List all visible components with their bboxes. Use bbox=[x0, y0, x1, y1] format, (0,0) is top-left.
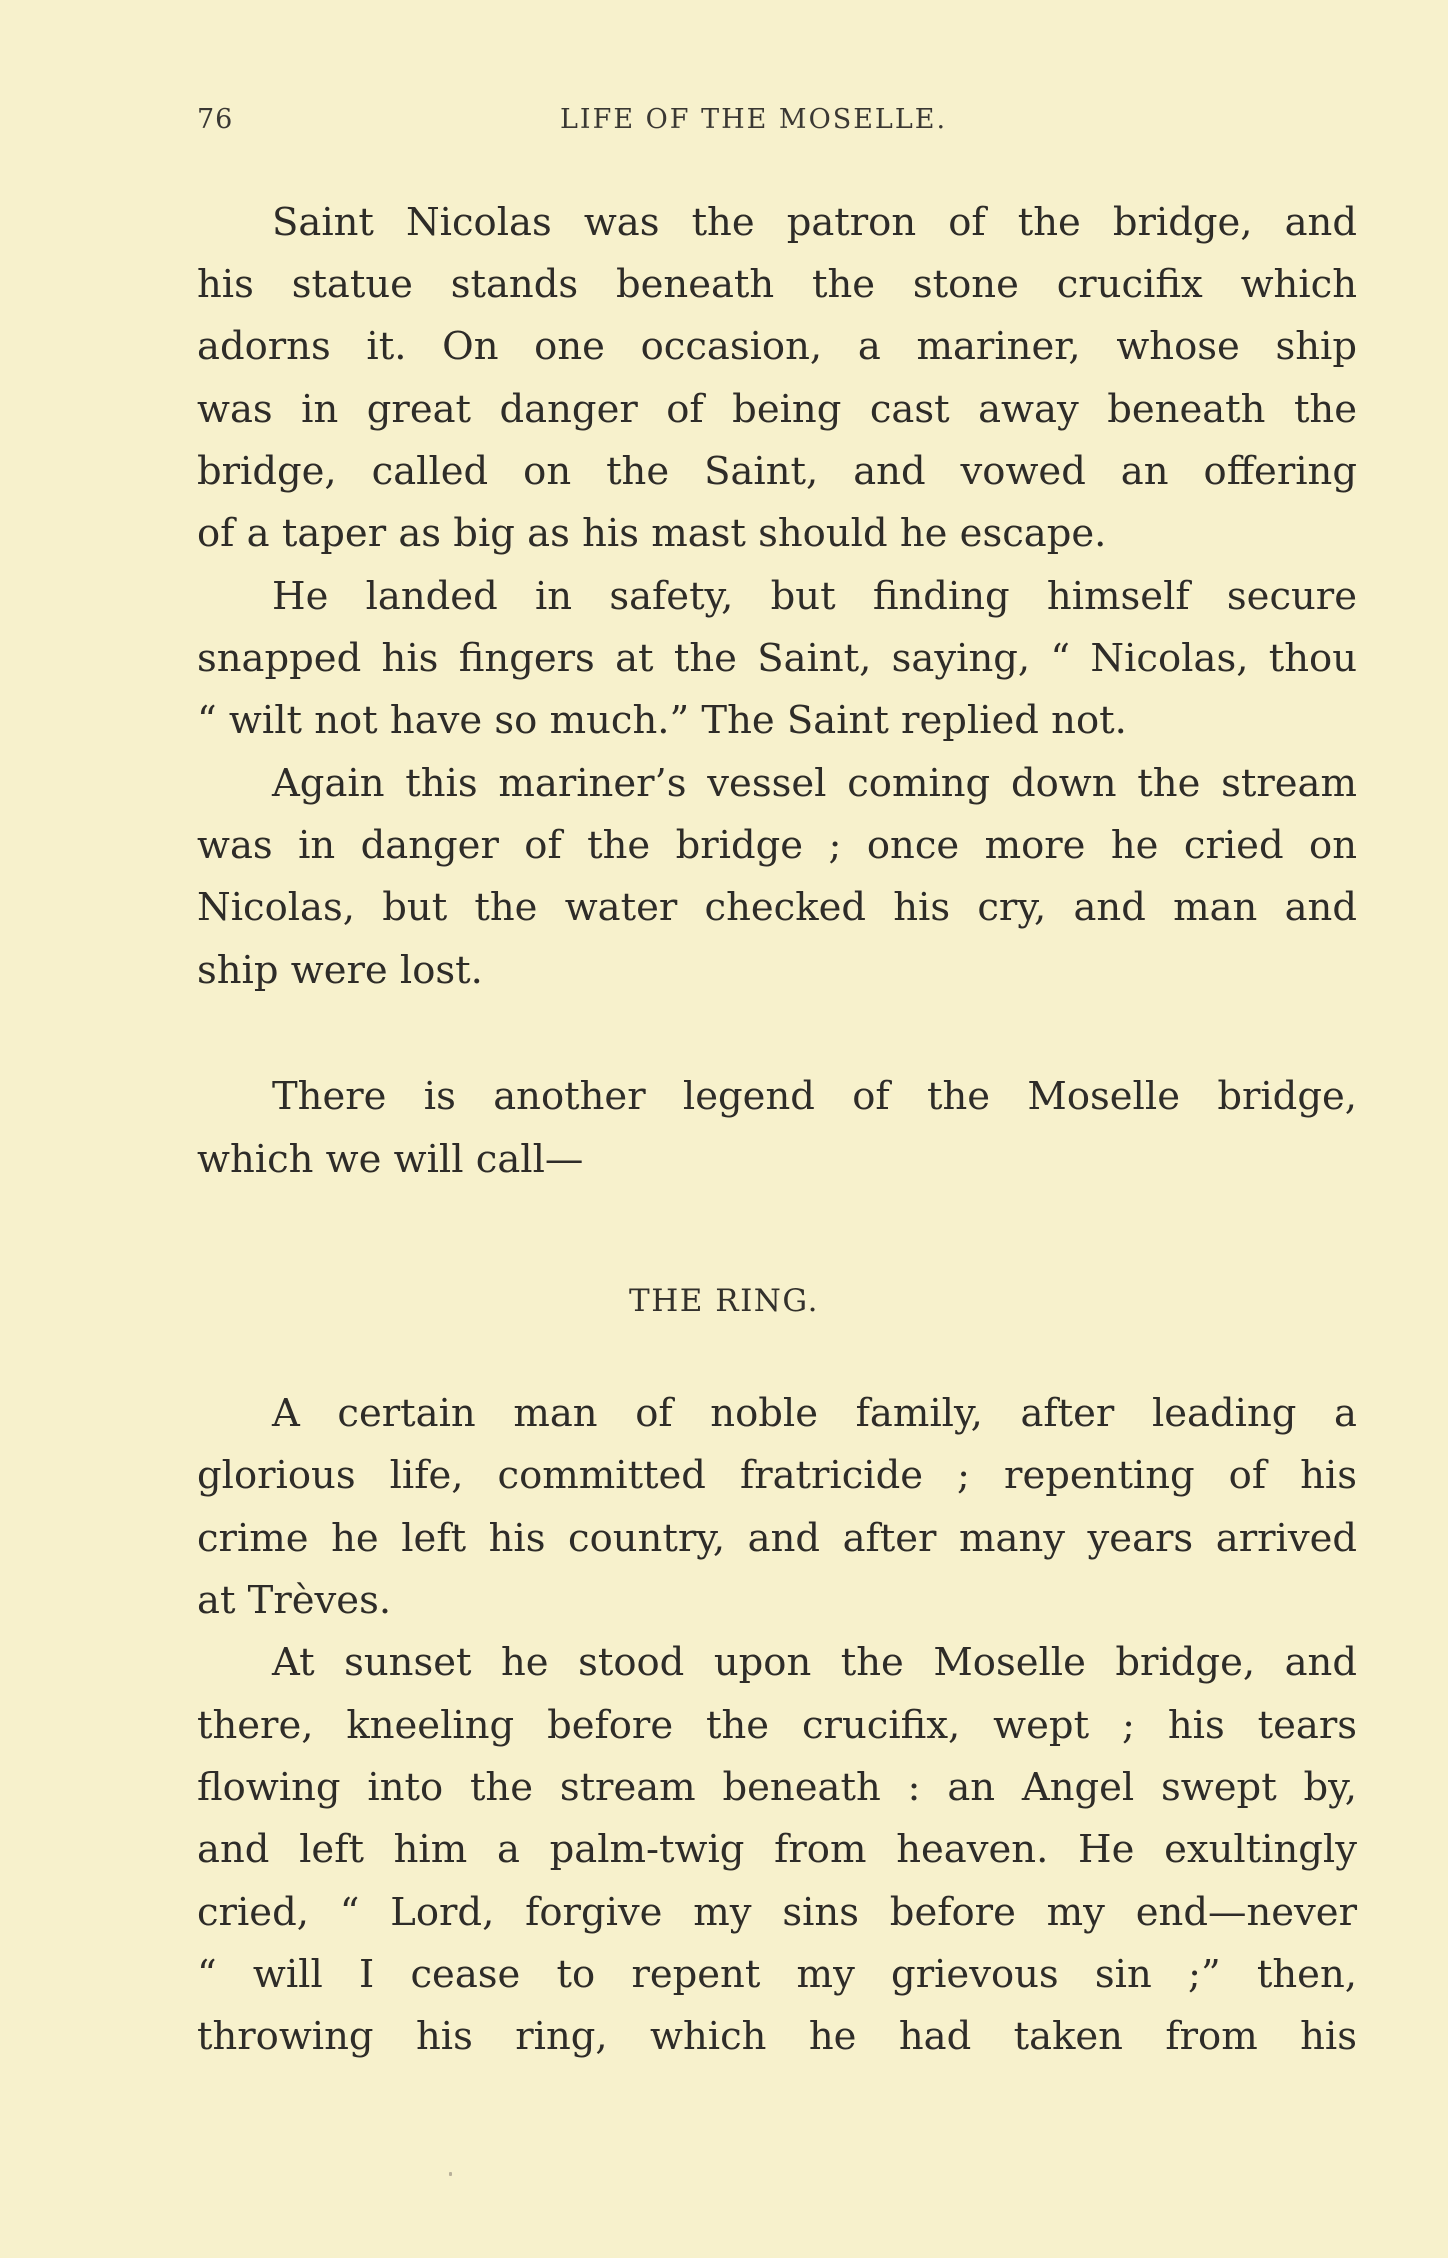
text-line: glorious life, committed fratricide ; repenting of his bbox=[197, 1453, 1357, 1498]
text-line: which we will call— bbox=[197, 1137, 584, 1182]
text-line: cried, “ Lord, forgive my sins before my end—never bbox=[197, 1890, 1357, 1935]
text-line: flowing into the stream beneath : an Angel swept by, bbox=[197, 1765, 1357, 1810]
text-line: “ wilt not have so much.” The Saint replied not. bbox=[197, 698, 1127, 743]
page-number: 76 bbox=[197, 104, 234, 135]
text-line: Nicolas, but the water checked his cry, and man and bbox=[197, 885, 1357, 930]
text-line: of a taper as big as his mast should he escape. bbox=[197, 511, 1107, 556]
text-line: was in great danger of being cast away beneath the bbox=[197, 387, 1357, 432]
text-line: Saint Nicolas was the patron of the bridge, and bbox=[272, 200, 1357, 245]
text-line: bridge, called on the Saint, and vowed an offering bbox=[197, 449, 1357, 494]
running-header bbox=[197, 104, 1357, 148]
text-line: There is another legend of the Moselle bridge, bbox=[272, 1074, 1357, 1119]
text-line: and left him a palm-twig from heaven. He exultingly bbox=[197, 1827, 1357, 1872]
text-line: “ will I cease to repent my grievous sin ;” then, bbox=[197, 1952, 1357, 1997]
paper-speck bbox=[449, 2172, 452, 2176]
text-line: adorns it. On one occasion, a mariner, whose ship bbox=[197, 324, 1357, 369]
text-line: Again this mariner’s vessel coming down the stream bbox=[272, 761, 1357, 806]
text-line: at Trèves. bbox=[197, 1578, 392, 1623]
text-line: snapped his fingers at the Saint, saying, “ Nicolas, thou bbox=[197, 636, 1357, 681]
text-line: there, kneeling before the crucifix, wept ; his tears bbox=[197, 1703, 1357, 1748]
text-line: crime he left his country, and after many years arrived bbox=[197, 1516, 1357, 1561]
text-line: He landed in safety, but finding himself secure bbox=[272, 574, 1357, 619]
text-line: throwing his ring, which he had taken from his bbox=[197, 2014, 1357, 2059]
text-line: his statue stands beneath the stone crucifix which bbox=[197, 262, 1357, 307]
text-line: At sunset he stood upon the Moselle bridge, and bbox=[272, 1640, 1357, 1685]
text-line: A certain man of noble family, after leading a bbox=[272, 1391, 1357, 1436]
running-title: LIFE OF THE MOSELLE. bbox=[560, 104, 948, 135]
text-line: was in danger of the bridge ; once more he cried on bbox=[197, 823, 1357, 868]
section-heading: THE RING. bbox=[629, 1283, 819, 1319]
text-line: ship were lost. bbox=[197, 948, 483, 993]
